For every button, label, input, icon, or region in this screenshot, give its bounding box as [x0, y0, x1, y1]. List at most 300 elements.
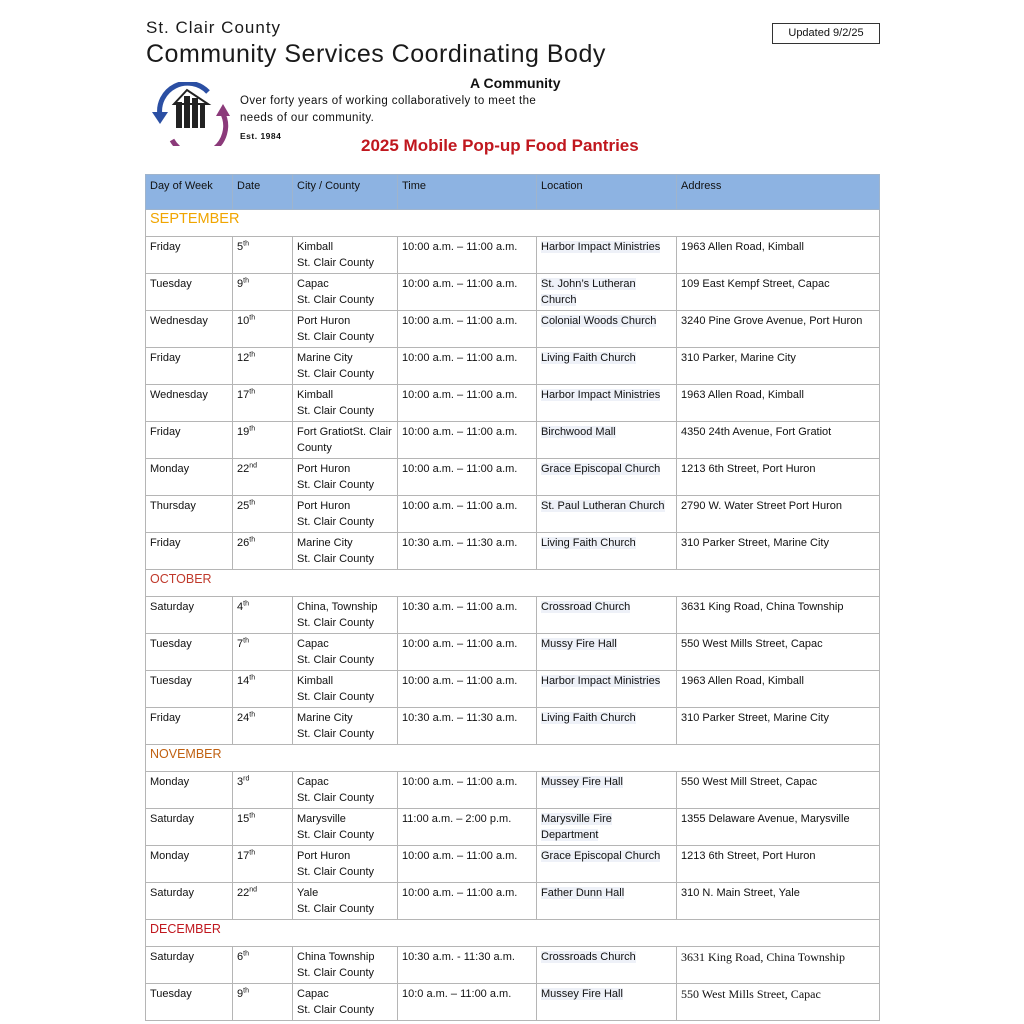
cell-time-text: 10:00 a.m. – 11:00 a.m.	[402, 850, 518, 862]
cell-time	[398, 237, 537, 274]
cell-county-text: St. Clair County	[297, 293, 375, 306]
cell-address	[677, 422, 880, 459]
cell-location-text: Father Dunn Hall	[541, 887, 625, 899]
cell-location-text: Living Faith Church	[541, 352, 636, 364]
cell-city	[293, 883, 398, 920]
cell-time	[398, 634, 537, 671]
cell-location	[537, 947, 677, 984]
cell-date	[233, 385, 293, 422]
cell-county-text: St. Clair County	[297, 256, 375, 269]
cell-location	[537, 634, 677, 671]
cell-city-text: Yale	[297, 887, 319, 899]
cell-day	[146, 533, 233, 570]
date-suffix: th	[243, 600, 249, 608]
cell-city-text: Kimball	[297, 675, 334, 687]
cell-address-text: 4350 24th Avenue, Fort Gratiot	[681, 426, 832, 438]
cell-city	[293, 597, 398, 634]
cell-time-text: 10:00 a.m. – 11:00 a.m.	[402, 315, 518, 327]
cell-city-text: Marine City	[297, 352, 353, 364]
cell-address-text: 310 N. Main Street, Yale	[681, 887, 800, 899]
cell-date-text: 5	[237, 241, 244, 253]
cell-date	[233, 274, 293, 311]
cell-location-text: St. Paul Lutheran Church	[541, 500, 665, 512]
cell-location-text: Mussey Fire Hall	[541, 988, 623, 1000]
cell-time	[398, 846, 537, 883]
cell-city	[293, 274, 398, 311]
date-suffix: th	[243, 987, 249, 995]
cell-date	[233, 809, 293, 846]
cell-city	[293, 459, 398, 496]
table-row	[146, 459, 880, 496]
cell-date-text: 17	[237, 389, 250, 401]
cell-county-text: St. Clair County	[297, 865, 375, 878]
cell-city	[293, 348, 398, 385]
cell-address-text: 550 West Mills Street, Capac	[681, 987, 821, 1001]
cell-date-text: 9	[237, 988, 244, 1000]
cell-address	[677, 311, 880, 348]
cell-day-text: Friday	[150, 426, 181, 438]
col-header-city: City / County	[293, 175, 398, 210]
cell-time	[398, 708, 537, 745]
cell-city	[293, 496, 398, 533]
table-row	[146, 634, 880, 671]
cell-time-text: 10:00 a.m. – 11:00 a.m.	[402, 352, 518, 364]
cell-address-text: 310 Parker Street, Marine City	[681, 537, 829, 549]
cell-county-text: St. Clair County	[297, 367, 375, 380]
cell-day-text: Saturday	[150, 601, 195, 613]
cell-date	[233, 597, 293, 634]
cell-location-text: Marysville Fire Department	[541, 813, 612, 841]
table-row	[146, 348, 880, 385]
cell-address	[677, 459, 880, 496]
cell-city-text: Capac	[297, 776, 329, 788]
cell-county-text: St. Clair County	[297, 902, 375, 915]
cell-day	[146, 984, 233, 1021]
cell-location	[537, 348, 677, 385]
cell-day-text: Saturday	[150, 813, 195, 825]
cell-address-text: 3631 King Road, China Township	[681, 950, 845, 964]
cell-location	[537, 385, 677, 422]
cell-day	[146, 422, 233, 459]
cell-date	[233, 311, 293, 348]
date-suffix: th	[249, 499, 256, 507]
table-row	[146, 809, 880, 846]
date-suffix: th	[249, 536, 256, 544]
cell-day-text: Saturday	[150, 887, 195, 899]
cell-address	[677, 708, 880, 745]
cell-address	[677, 809, 880, 846]
cell-address	[677, 947, 880, 984]
cell-address-text: 1355 Delaware Avenue, Marysville	[681, 813, 850, 825]
cell-day-text: Friday	[150, 352, 181, 364]
cell-date	[233, 496, 293, 533]
a-community-label: A Community	[470, 75, 561, 91]
cell-day	[146, 385, 233, 422]
cell-address-text: 3631 King Road, China Township	[681, 601, 844, 613]
cell-address	[677, 634, 880, 671]
cell-date	[233, 634, 293, 671]
cell-date-text: 22	[237, 463, 250, 475]
cell-time	[398, 459, 537, 496]
cell-city	[293, 947, 398, 984]
cell-location	[537, 422, 677, 459]
cell-day-text: Monday	[150, 776, 190, 788]
cell-time-text: 11:00 a.m. – 2:00 p.m.	[402, 813, 512, 825]
established-label: Est. 1984	[240, 131, 282, 141]
cell-county-text: St. Clair County	[297, 966, 375, 979]
cell-address	[677, 237, 880, 274]
cell-address	[677, 385, 880, 422]
cell-day-text: Friday	[150, 712, 181, 724]
cell-time-text: 10:00 a.m. – 11:00 a.m.	[402, 426, 518, 438]
cell-address	[677, 274, 880, 311]
cell-time-text: 10:30 a.m. – 11:00 a.m.	[402, 601, 518, 613]
cell-day	[146, 708, 233, 745]
cell-time-text: 10:00 a.m. – 11:00 a.m.	[402, 241, 518, 253]
cell-date	[233, 459, 293, 496]
date-suffix: th	[249, 351, 256, 359]
cell-city-text: Port Huron	[297, 315, 351, 327]
cell-date	[233, 533, 293, 570]
food-pantry-schedule-table	[145, 174, 880, 1021]
cell-time	[398, 883, 537, 920]
table-row	[146, 846, 880, 883]
cell-day	[146, 947, 233, 984]
cell-city-text: China, Township	[297, 601, 378, 613]
cell-date	[233, 708, 293, 745]
cell-date-text: 4	[237, 601, 244, 613]
cell-city	[293, 846, 398, 883]
cell-day-text: Tuesday	[150, 638, 192, 650]
cell-day-text: Tuesday	[150, 278, 192, 290]
cell-address	[677, 348, 880, 385]
cell-county-text: St. Clair County	[297, 330, 375, 343]
cell-time	[398, 597, 537, 634]
cell-address	[677, 883, 880, 920]
cell-address-text: 550 West Mills Street, Capac	[681, 638, 823, 650]
cell-city-text: Port Huron	[297, 850, 351, 862]
date-suffix: th	[249, 674, 256, 682]
cell-time-text: 10:30 a.m. – 11:30 a.m.	[402, 712, 518, 724]
cell-address-text: 1963 Allen Road, Kimball	[681, 241, 804, 253]
date-suffix: th	[249, 812, 256, 820]
cell-location	[537, 459, 677, 496]
cell-address-text: 109 East Kempf Street, Capac	[681, 278, 830, 290]
page-title: 2025 Mobile Pop-up Food Pantries	[361, 136, 639, 155]
cell-time	[398, 311, 537, 348]
month-row	[146, 745, 880, 772]
month-row	[146, 920, 880, 947]
month-row	[146, 570, 880, 597]
cell-city	[293, 984, 398, 1021]
table-row	[146, 984, 880, 1021]
cell-location-text: Crossroad Church	[541, 601, 631, 613]
cell-day-text: Monday	[150, 850, 190, 862]
cell-location	[537, 671, 677, 708]
month-label: NOVEMBER	[146, 745, 880, 772]
cell-address-text: 550 West Mill Street, Capac	[681, 776, 818, 788]
cell-time-text: 10:00 a.m. – 11:00 a.m.	[402, 887, 518, 899]
cell-time-text: 10:30 a.m. – 11:30 a.m.	[402, 537, 518, 549]
cell-date	[233, 422, 293, 459]
table-row	[146, 385, 880, 422]
cell-county-text: St. Clair County	[297, 478, 375, 491]
cell-date-text: 26	[237, 537, 250, 549]
cell-address	[677, 772, 880, 809]
month-label: DECEMBER	[146, 920, 880, 947]
cell-date-text: 6	[237, 951, 244, 963]
col-header-date: Date	[233, 175, 293, 210]
cell-county-text: St. Clair County	[297, 552, 375, 565]
cell-day	[146, 496, 233, 533]
month-label: SEPTEMBER	[146, 210, 880, 237]
cell-date-text: 9	[237, 278, 244, 290]
cell-city-text: Marysville	[297, 813, 346, 825]
cell-day	[146, 274, 233, 311]
cell-date-text: 22	[237, 887, 250, 899]
cell-time	[398, 809, 537, 846]
cell-day-text: Saturday	[150, 951, 195, 963]
cell-city-text: Capac	[297, 988, 329, 1000]
cell-time-text: 10:00 a.m. – 11:00 a.m.	[402, 675, 518, 687]
cell-location-text: Living Faith Church	[541, 712, 636, 724]
cell-city	[293, 237, 398, 274]
cell-day	[146, 311, 233, 348]
cell-time-text: 10:00 a.m. – 11:00 a.m.	[402, 776, 518, 788]
cell-date-text: 7	[237, 638, 244, 650]
cell-time-text: 10:00 a.m. – 11:00 a.m.	[402, 278, 518, 290]
cell-time	[398, 533, 537, 570]
org-name-line1: St. Clair County	[146, 18, 282, 37]
cell-location	[537, 846, 677, 883]
cell-date-text: 24	[237, 712, 250, 724]
cell-county-text: St. Clair County	[297, 828, 375, 841]
cell-day-text: Friday	[150, 241, 181, 253]
cell-day	[146, 348, 233, 385]
cell-location	[537, 496, 677, 533]
date-suffix: th	[243, 277, 249, 285]
cell-city-text: Fort GratiotSt. Clair County	[297, 426, 392, 454]
table-row	[146, 671, 880, 708]
date-suffix: th	[243, 240, 249, 248]
cell-address-text: 1213 6th Street, Port Huron	[681, 463, 816, 475]
cell-city	[293, 533, 398, 570]
date-suffix: th	[249, 388, 256, 396]
cell-county-text: St. Clair County	[297, 653, 375, 666]
cell-city	[293, 708, 398, 745]
cell-location-text: St. John’s Lutheran Church	[541, 278, 636, 306]
cell-address	[677, 984, 880, 1021]
cell-time	[398, 496, 537, 533]
cell-time	[398, 947, 537, 984]
cell-county-text: St. Clair County	[297, 515, 375, 528]
month-row	[146, 210, 880, 237]
cell-day-text: Tuesday	[150, 675, 192, 687]
date-suffix: th	[249, 425, 256, 433]
cell-day	[146, 809, 233, 846]
cell-date	[233, 883, 293, 920]
cell-date	[233, 772, 293, 809]
cell-day	[146, 671, 233, 708]
cell-city	[293, 311, 398, 348]
cell-city-text: Kimball	[297, 389, 334, 401]
cell-date-text: 14	[237, 675, 250, 687]
cell-city-text: Port Huron	[297, 463, 351, 475]
date-suffix: rd	[243, 775, 250, 783]
cell-city-text: Port Huron	[297, 500, 351, 512]
cell-time-text: 10:00 a.m. – 11:00 a.m.	[402, 463, 518, 475]
cell-county-text: St. Clair County	[297, 616, 375, 629]
cell-time	[398, 348, 537, 385]
cell-county-text: St. Clair County	[297, 690, 375, 703]
cell-city-text: China Township	[297, 951, 375, 963]
cell-location-text: Harbor Impact Ministries	[541, 389, 661, 401]
cell-city-text: Capac	[297, 278, 329, 290]
cell-time	[398, 772, 537, 809]
cell-time	[398, 385, 537, 422]
cell-county-text: St. Clair County	[297, 727, 375, 740]
cell-location	[537, 597, 677, 634]
community-logo-icon	[150, 82, 230, 146]
cell-time-text: 10:00 a.m. – 11:00 a.m.	[402, 638, 518, 650]
cell-date	[233, 348, 293, 385]
cell-address	[677, 671, 880, 708]
date-suffix: th	[249, 849, 256, 857]
cell-location	[537, 533, 677, 570]
cell-date	[233, 984, 293, 1021]
cell-date-text: 15	[237, 813, 250, 825]
cell-location	[537, 772, 677, 809]
table-row	[146, 237, 880, 274]
cell-address-text: 3240 Pine Grove Avenue, Port Huron	[681, 315, 863, 327]
cell-location-text: Birchwood Mall	[541, 426, 616, 438]
cell-day-text: Thursday	[150, 500, 196, 512]
cell-location	[537, 984, 677, 1021]
cell-city-text: Capac	[297, 638, 329, 650]
table-row	[146, 708, 880, 745]
cell-date	[233, 947, 293, 984]
cell-location	[537, 311, 677, 348]
cell-location	[537, 883, 677, 920]
cell-location	[537, 237, 677, 274]
table-header-row	[146, 175, 880, 210]
table-row	[146, 311, 880, 348]
cell-city	[293, 671, 398, 708]
cell-location-text: Grace Episcopal Church	[541, 850, 661, 862]
cell-address	[677, 496, 880, 533]
cell-day	[146, 597, 233, 634]
table-row	[146, 597, 880, 634]
col-header-day: Day of Week	[146, 175, 233, 210]
cell-date-text: 3	[237, 776, 244, 788]
cell-county-text: St. Clair County	[297, 1003, 375, 1016]
date-suffix: th	[249, 314, 256, 322]
cell-address-text: 1963 Allen Road, Kimball	[681, 389, 804, 401]
cell-day	[146, 883, 233, 920]
updated-date-box: Updated 9/2/25	[772, 23, 880, 44]
cell-location	[537, 274, 677, 311]
cell-city-text: Kimball	[297, 241, 334, 253]
cell-time-text: 10:00 a.m. – 11:00 a.m.	[402, 500, 518, 512]
cell-date	[233, 671, 293, 708]
table-row	[146, 422, 880, 459]
cell-address	[677, 533, 880, 570]
cell-location-text: Mussey Fire Hall	[541, 776, 623, 788]
tagline: Over forty years of working collaboratively to meet the needs of our community.	[240, 95, 537, 124]
cell-location-text: Harbor Impact Ministries	[541, 675, 661, 687]
cell-date	[233, 237, 293, 274]
cell-day-text: Tuesday	[150, 988, 192, 1000]
table-row	[146, 274, 880, 311]
cell-day-text: Wednesday	[150, 315, 208, 327]
cell-address-text: 310 Parker Street, Marine City	[681, 712, 829, 724]
date-suffix: th	[249, 711, 256, 719]
cell-day	[146, 846, 233, 883]
col-header-location: Location	[537, 175, 677, 210]
date-suffix: nd	[249, 462, 258, 470]
cell-city	[293, 385, 398, 422]
cell-day	[146, 237, 233, 274]
cell-date-text: 12	[237, 352, 250, 364]
cell-time-text: 10:30 a.m. - 11:30 a.m.	[402, 951, 515, 963]
cell-city	[293, 634, 398, 671]
cell-location-text: Grace Episcopal Church	[541, 463, 661, 475]
cell-address	[677, 846, 880, 883]
cell-time	[398, 274, 537, 311]
cell-location-text: Harbor Impact Ministries	[541, 241, 661, 253]
cell-day	[146, 459, 233, 496]
cell-date-text: 19	[237, 426, 250, 438]
cell-location-text: Crossroads Church	[541, 951, 636, 963]
cell-day-text: Monday	[150, 463, 190, 475]
cell-location-text: Living Faith Church	[541, 537, 636, 549]
table-row	[146, 947, 880, 984]
date-suffix: th	[243, 950, 249, 958]
cell-day-text: Wednesday	[150, 389, 208, 401]
cell-address-text: 1213 6th Street, Port Huron	[681, 850, 816, 862]
cell-date-text: 25	[237, 500, 250, 512]
cell-county-text: St. Clair County	[297, 791, 375, 804]
month-label: OCTOBER	[146, 570, 880, 597]
cell-address-text: 310 Parker, Marine City	[681, 352, 796, 364]
cell-city-text: Marine City	[297, 712, 353, 724]
cell-time-text: 10:0 a.m. – 11:00 a.m.	[402, 988, 512, 1000]
cell-date-text: 17	[237, 850, 250, 862]
cell-address	[677, 597, 880, 634]
cell-address-text: 2790 W. Water Street Port Huron	[681, 500, 842, 512]
date-suffix: th	[243, 637, 249, 645]
cell-day	[146, 634, 233, 671]
cell-city	[293, 809, 398, 846]
cell-location	[537, 708, 677, 745]
cell-date	[233, 846, 293, 883]
cell-city	[293, 772, 398, 809]
cell-day-text: Friday	[150, 537, 181, 549]
cell-time	[398, 422, 537, 459]
col-header-address: Address	[677, 175, 880, 210]
cell-city	[293, 422, 398, 459]
table-row	[146, 496, 880, 533]
table-row	[146, 883, 880, 920]
org-name-line2: Community Services Coordinating Body	[146, 40, 606, 68]
date-suffix: nd	[249, 886, 258, 894]
cell-county-text: St. Clair County	[297, 404, 375, 417]
cell-date-text: 10	[237, 315, 250, 327]
cell-time	[398, 671, 537, 708]
cell-time-text: 10:00 a.m. – 11:00 a.m.	[402, 389, 518, 401]
cell-time	[398, 984, 537, 1021]
cell-location-text: Colonial Woods Church	[541, 315, 657, 327]
